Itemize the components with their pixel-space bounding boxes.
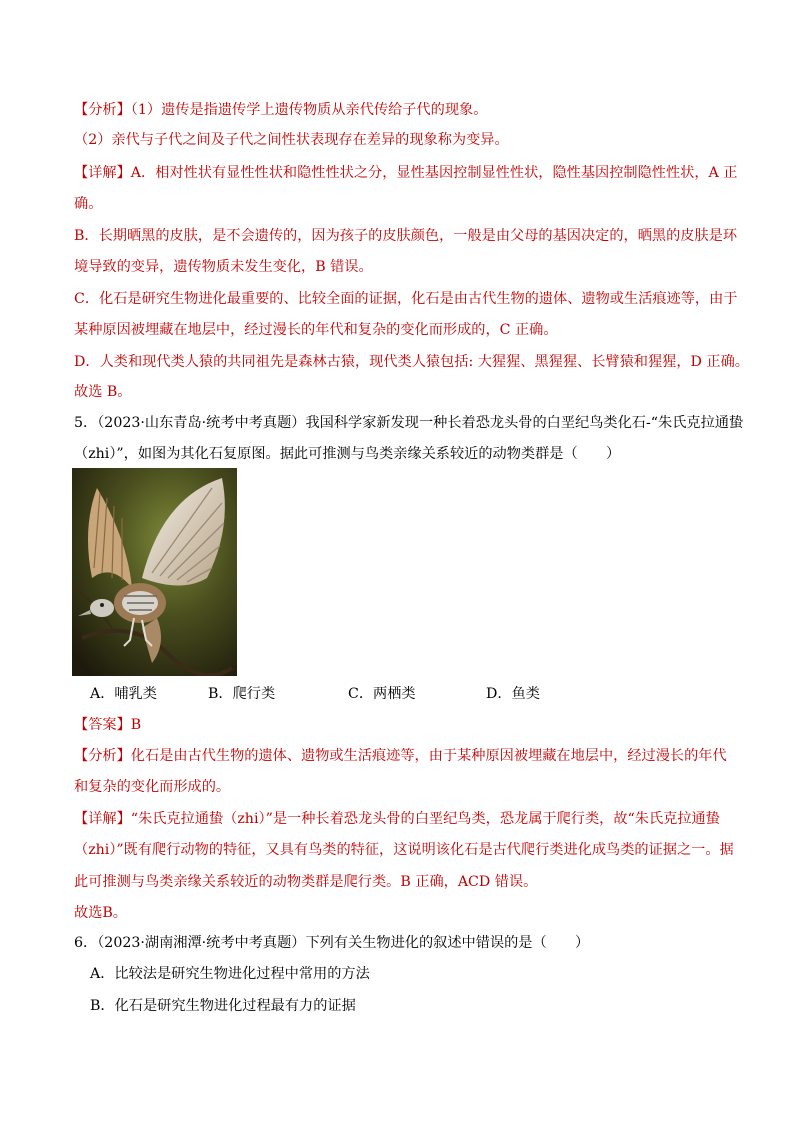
q5-detail-line-1 bbox=[74, 809, 720, 829]
detail-conclusion: 故选 B。 bbox=[74, 384, 132, 400]
bird-fossil-reconstruction-image bbox=[72, 468, 237, 676]
q5-stem-line-1: 5．（2023·山东青岛·统考中考真题）我国科学家新发现一种长着恐龙头骨的白垩纪鸟类化石-“朱氏克拉通蛰 bbox=[74, 415, 744, 431]
answer-value: B bbox=[130, 717, 142, 733]
detail-a-text: A．相对性状有显性性状和隐性性状之分，显性基因控制显性性状，隐性基因控制隐性性状，A 正 bbox=[130, 165, 738, 181]
q5-stem-line-2: （zhi）”，如图为其化石复原图。据此可推测与鸟类亲缘关系较近的动物类群是（ ） bbox=[74, 446, 621, 462]
detail-line-c1: C．化石是研究生物进化最重要的、比较全面的证据，化石是由古代生物的遗体、遗物或生活痕迹等，由于 bbox=[74, 291, 738, 307]
q6-stem: 6．（2023·湖南湘潭·统考中考真题）下列有关生物进化的叙述中错误的是（ ） bbox=[74, 935, 590, 951]
q5-detail-label: 【详解】 bbox=[74, 811, 131, 827]
detail-line-a1 bbox=[74, 163, 737, 183]
q5-option-d: D．鱼类 bbox=[486, 686, 540, 702]
analysis-label: 【分析】 bbox=[74, 102, 131, 118]
q5-detail-text-1: “朱氏克拉通蛰（zhi）”是一种长着恐龙头骨的白垩纪鸟类，恐龙属于爬行类，故“朱氏克拉通蛰 bbox=[130, 811, 720, 827]
q5-analysis-label: 【分析】 bbox=[74, 748, 131, 764]
q5-analysis-text-1: 化石是由古代生物的遗体、遗物或生活痕迹等，由于某种原因被埋藏在地层中，经过漫长的年代 bbox=[130, 748, 727, 764]
q5-detail-line-2: （zhi）”既有爬行动物的特征，又具有鸟类的特征，这说明该化石是古代爬行类进化成鸟类的证据之一。据 bbox=[74, 842, 734, 858]
q5-option-a: A．哺乳类 bbox=[90, 686, 157, 702]
detail-line-b2: 境导致的变异，遗传物质未发生变化，B 错误。 bbox=[74, 259, 373, 275]
q5-detail-line-3: 此可推测与鸟类亲缘关系较近的动物类群是爬行类。B 正确，ACD 错误。 bbox=[74, 874, 538, 890]
q5-conclusion: 故选B。 bbox=[74, 905, 127, 921]
detail-line-d1: D．人类和现代类人猿的共同祖先是森林古猿，现代类人猿包括: 大猩猩、黑猩猩、长臂猿和猩猩，D 正确。 bbox=[74, 354, 749, 370]
q5-option-b: B．爬行类 bbox=[208, 686, 276, 702]
q6-option-a: A．比较法是研究生物进化过程中常用的方法 bbox=[90, 966, 370, 982]
q5-answer bbox=[74, 715, 141, 735]
detail-line-b1: B．长期晒黑的皮肤，是不会遗传的，因为孩子的皮肤颜色，一般是由父母的基因决定的，晒黑的皮肤是环 bbox=[74, 228, 738, 244]
q5-option-c: C．两栖类 bbox=[348, 686, 416, 702]
q5-analysis-line-1 bbox=[74, 746, 727, 766]
detail-label: 【详解】 bbox=[74, 165, 131, 181]
detail-line-a2: 确。 bbox=[74, 196, 103, 212]
analysis-text-1: （1）遗传是指遗传学上遗传物质从亲代传给子代的现象。 bbox=[130, 102, 488, 118]
analysis-line-1 bbox=[74, 100, 487, 120]
analysis-line-2: （2）亲代与子代之间及子代之间性状表现存在差异的现象称为变异。 bbox=[74, 132, 509, 148]
q6-option-b: B．化石是研究生物进化过程最有力的证据 bbox=[90, 998, 356, 1014]
detail-line-c2: 某种原因被埋藏在地层中，经过漫长的年代和复杂的变化而形成的，C 正确。 bbox=[74, 322, 558, 338]
q5-analysis-line-2: 和复杂的变化而形成的。 bbox=[74, 779, 231, 795]
answer-label: 【答案】 bbox=[74, 717, 131, 733]
